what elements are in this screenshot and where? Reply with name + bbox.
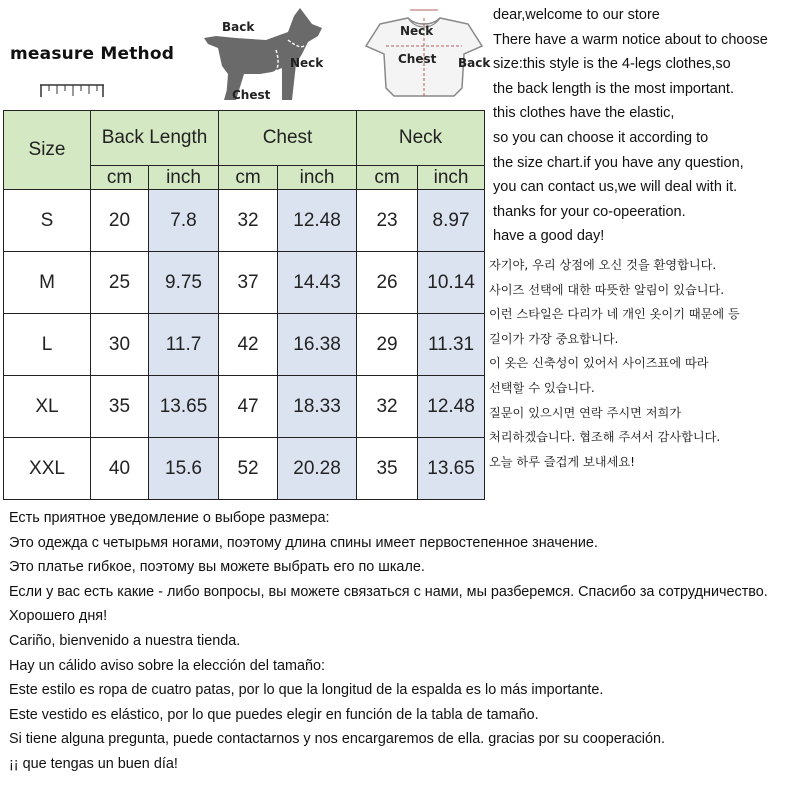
table-cell: 47 [219, 376, 278, 438]
table-cell: 30 [91, 314, 149, 376]
table-cell: 15.6 [149, 438, 219, 500]
table-cell: 20 [91, 190, 149, 252]
table-cell: 35 [91, 376, 149, 438]
notice-line: size:this style is the 4-legs clothes,so [493, 56, 731, 73]
unit-header: cm [91, 166, 149, 190]
notice-line: Cariño, bienvenido a nuestra tienda. [9, 632, 241, 649]
notice-line: 오늘 하루 즐겁게 보내세요! [489, 454, 636, 469]
ruler-icon [40, 84, 104, 98]
notice-line: Это одежда с четырьмя ногами, поэтому длина спины имеет первостепенное значение. [9, 534, 598, 551]
size-cell: L [4, 314, 91, 376]
notice-line: Este estilo es ropa de cuatro patas, por lo que la longitud de la espalda es lo más importante. [9, 682, 604, 699]
table-cell: 11.7 [149, 314, 219, 376]
table-cell: 12.48 [418, 376, 485, 438]
table-cell: 52 [219, 438, 278, 500]
notice-line: this clothes have the elastic, [493, 105, 675, 122]
table-cell: 37 [219, 252, 278, 314]
table-cell: 7.8 [149, 190, 219, 252]
unit-header: inch [418, 166, 485, 190]
notice-line: Hay un cálido aviso sobre la elección del tamaño: [9, 657, 325, 674]
notice-line: have a good day! [493, 228, 605, 245]
table-row [4, 438, 485, 500]
shirt-neck-label: Neck [400, 24, 434, 38]
table-row [4, 376, 485, 438]
notice-line: the size chart.if you have any question, [493, 154, 744, 171]
notice-line: Este vestido es elástico, por lo que puedes elegir en función de la tabla de tamaño. [9, 706, 539, 723]
size-cell: XL [4, 376, 91, 438]
size-cell: M [4, 252, 91, 314]
table-cell: 20.28 [278, 438, 357, 500]
dog-neck-label: Neck [290, 56, 324, 70]
notice-line: Если у вас есть какие - либо вопросы, вы можете связаться с нами, мы разберемся. Спасибо за сотрудничество. [9, 583, 768, 600]
shirt-back-label: Back [458, 56, 491, 70]
table-row [4, 252, 485, 314]
table-cell: 9.75 [149, 252, 219, 314]
table-cell: 40 [91, 438, 149, 500]
notice-line: 선택할 수 있습니다. [489, 380, 595, 395]
table-cell: 29 [357, 314, 418, 376]
unit-header: cm [219, 166, 278, 190]
chest-header: Chest [219, 111, 357, 166]
table-row [4, 190, 485, 252]
table-cell: 11.31 [418, 314, 485, 376]
notice-line: ¡¡ que tengas un buen día! [9, 755, 178, 772]
notice-line: thanks for your co-opeeration. [493, 203, 686, 220]
table-cell: 10.14 [418, 252, 485, 314]
table-cell: 16.38 [278, 314, 357, 376]
table-cell: 42 [219, 314, 278, 376]
notice-line: 이 옷은 신축성이 있어서 사이즈표에 따라 [489, 356, 709, 371]
shirt-chest-label: Chest [398, 52, 437, 66]
dog-back-label: Back [222, 20, 255, 34]
table-cell: 32 [219, 190, 278, 252]
table-cell: 14.43 [278, 252, 357, 314]
korean-notice [489, 253, 799, 474]
notice-line: 이런 스타일은 다리가 네 개인 옷이기 때문에 등 [489, 307, 740, 322]
size-chart-table [3, 110, 485, 500]
unit-header: cm [357, 166, 418, 190]
table-cell: 12.48 [278, 190, 357, 252]
size-cell: XXL [4, 438, 91, 500]
notice-line: dear,welcome to our store [493, 7, 660, 23]
size-header: Size [4, 111, 91, 190]
table-row [4, 314, 485, 376]
unit-header: inch [149, 166, 219, 190]
table-cell: 35 [357, 438, 418, 500]
table-cell: 32 [357, 376, 418, 438]
notice-line: Хорошего дня! [9, 608, 108, 625]
table-cell: 8.97 [418, 190, 485, 252]
neck-header: Neck [357, 111, 485, 166]
notice-line: Есть приятное уведомление о выборе размера: [9, 510, 330, 526]
back-length-header: Back Length [91, 111, 219, 166]
table-cell: 18.33 [278, 376, 357, 438]
table-cell: 25 [91, 252, 149, 314]
measure-method-title: measure Method [10, 44, 175, 64]
unit-header: inch [278, 166, 357, 190]
bottom-notices [9, 506, 799, 777]
notice-line: 자기야, 우리 상점에 오신 것을 환영합니다. [489, 258, 717, 272]
size-cell: S [4, 190, 91, 252]
notice-line: you can contact us,we will deal with it. [493, 179, 738, 196]
notice-line: 질문이 있으시면 연락 주시면 저희가 [489, 405, 682, 420]
table-cell: 23 [357, 190, 418, 252]
notice-line: so you can choose it according to [493, 129, 709, 146]
notice-line: 사이즈 선택에 대한 따뜻한 알림이 있습니다. [489, 282, 725, 297]
notice-line: There have a warm notice about to choose [493, 31, 768, 48]
table-cell: 13.65 [418, 438, 485, 500]
table-cell: 13.65 [149, 376, 219, 438]
dog-chest-label: Chest [232, 88, 271, 102]
notice-line: Это платье гибкое, поэтому вы можете выбрать его по шкале. [9, 559, 425, 576]
english-notice [493, 3, 798, 249]
notice-line: the back length is the most important. [493, 80, 734, 97]
notice-line: 길이가 가장 중요합니다. [489, 331, 619, 346]
notice-line: 처리하겠습니다. 협조해 주셔서 감사합니다. [489, 430, 721, 445]
notice-line: Si tiene alguna pregunta, puede contactarnos y nos encargaremos de ella. gracias por su cooperación. [9, 731, 665, 748]
table-cell: 26 [357, 252, 418, 314]
